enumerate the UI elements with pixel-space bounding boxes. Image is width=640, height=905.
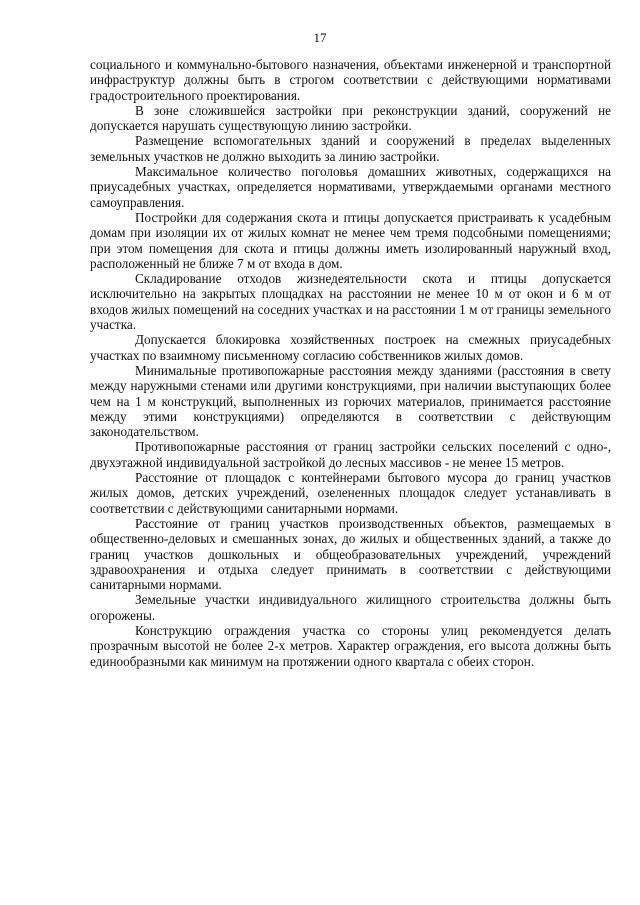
paragraph: социального и коммунально-бытового назначения, объектами инженерной и транспортной инфраструктур должны быть в строгом соответствии с действующими нормативами градостроительного проектирования.: [90, 57, 611, 103]
paragraph: Постройки для содержания скота и птицы допускается пристраивать к усадебным домам при изоляции их от жилых комнат не менее чем тремя подсобными помещениями; при этом помещения для скота и птицы должны иметь изолированный наружный вход, расположенный не ближе 7 м от входа в дом.: [90, 209, 611, 271]
paragraph: Земельные участки индивидуального жилищного строительства должны быть огорожены.: [90, 592, 611, 623]
body-text: [90, 57, 611, 669]
paragraph: Размещение вспомогательных зданий и сооружений в пределах выделенных земельных участков не должно выходить за линию застройки.: [90, 133, 611, 164]
paragraph: В зоне сложившейся застройки при реконструкции зданий, сооружений не допускается нарушать существующую линию застройки.: [90, 102, 611, 134]
paragraph: Противопожарные расстояния от границ застройки сельских поселений с одно-, двухэтажной индивидуальной застройкой до лесных массивов - не менее 15 метров.: [90, 439, 611, 470]
paragraph: Расстояние от площадок с контейнерами бытового мусора до границ участков жилых домов, детских учреждений, озелененных площадок следует устанавливать в соответствии с действующими санитарными нормами.: [90, 470, 611, 516]
paragraph: Минимальные противопожарные расстояния между зданиями (расстояния в свету между наружными стенами или другими конструкциями, при наличии выступающих более чем на 1 м конструкций, выполненных из горючих материалов, принимается расстояние между этими конструкциями) определяются в соответствии с действующим законодательством.: [90, 362, 611, 440]
paragraph: Расстояние от границ участков производственных объектов, размещаемых в общественно-деловых и смешанных зонах, до жилых и общественных зданий, а также до границ участков дошкольных и общеобразовательных учреждений, учреждений здравоохранения и отдыха следует принимать в соответствии с действующими санитарными нормами.: [90, 515, 611, 593]
paragraph: Допускается блокировка хозяйственных построек на смежных приусадебных участках по взаимному письменному согласию собственников жилых домов.: [90, 332, 611, 363]
page-number: 17: [313, 30, 327, 45]
paragraph: Конструкцию ограждения участка со стороны улиц рекомендуется делать прозрачным высотой не более 2-х метров. Характер ограждения, его высота должны быть единообразными как минимум на протяжении одного квартала с обеих сторон.: [90, 622, 611, 669]
paragraph: Максимальное количество поголовья домашних животных, содержащихся на приусадебных участках, определяется нормативами, утверждаемыми органами местного самоуправления.: [90, 164, 611, 210]
paragraph: Складирование отходов жизнедеятельности скота и птицы допускается исключительно на закрытых площадках на расстоянии не менее 10 м от окон и 6 м от входов жилых помещений на соседних участках и на расстоянии 1 м от границы земельного участка.: [90, 271, 611, 333]
